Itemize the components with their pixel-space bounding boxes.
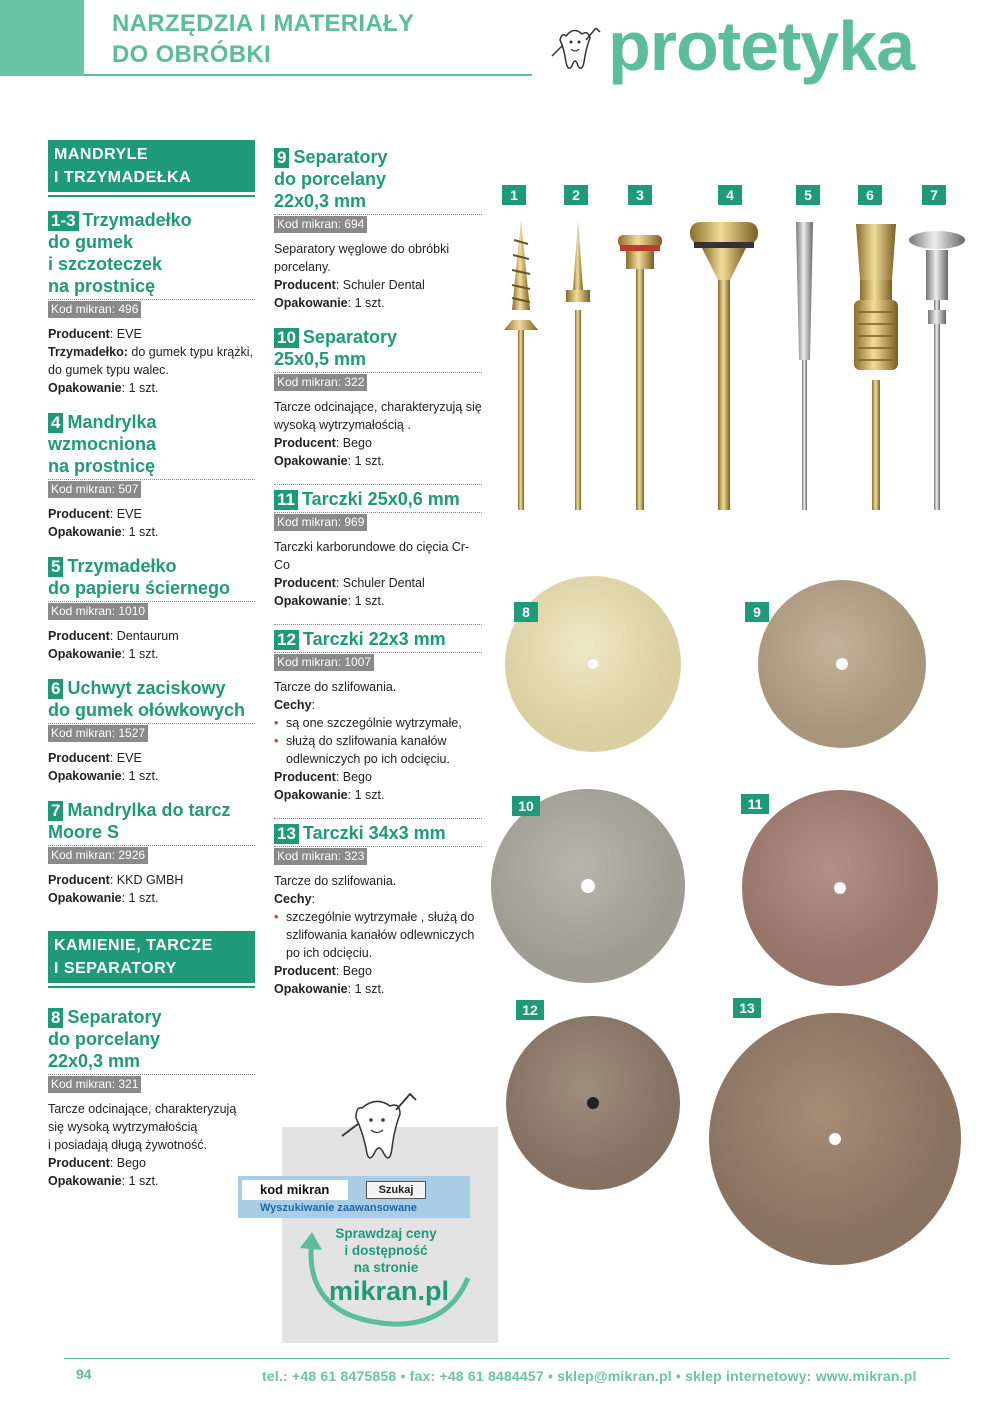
- figure-label-3: 3: [628, 185, 652, 205]
- product-5: 5 Trzymadełko do papieru ściernego Kod mikran: 1010 Producent: Dentaurum Opakowanie: 1 szt.: [48, 555, 255, 663]
- middle-column: [274, 146, 482, 998]
- figure-label-10: 10: [512, 796, 540, 816]
- search-widget: [238, 1176, 470, 1218]
- product-4: 4 Mandrylka wzmocniona na prostnicę Kod mikran: 507 Producent: EVE Opakowanie: 1 szt.: [48, 411, 255, 541]
- search-input[interactable]: kod mikran: [242, 1180, 348, 1200]
- figure-label-1: 1: [502, 185, 526, 205]
- figure-label-2: 2: [564, 185, 588, 205]
- product-6: 6 Uchwyt zaciskowy do gumek ołówkowych Kod mikran: 1527 Producent: EVE Opakowanie: 1 szt.: [48, 677, 255, 785]
- brand-name: protetyka: [608, 7, 915, 85]
- figure-label-7: 7: [922, 185, 946, 205]
- mandrel-2: [566, 220, 590, 510]
- page-number: 94: [76, 1366, 92, 1382]
- mandrel-3: [618, 235, 662, 510]
- product-10: 10 Separatory 25x0,5 mm Kod mikran: 322 Tarcze odcinające, charakteryzują się wysoką wytrzymałością . Producent: Bego Opakowanie: 1 szt.: [274, 327, 482, 468]
- figure-label-11: 11: [741, 794, 769, 814]
- product-11: 11 Tarczki 25x0,6 mm Kod mikran: 969 Tarczki karborundowe do cięcia Cr-Co Producent: Schuler Dental Opakowanie: 1 szt.: [274, 484, 482, 610]
- footer-rule: [64, 1358, 950, 1359]
- tooth-mascot-promo-icon: [342, 1094, 416, 1158]
- section-mandryle: MANDRYLE I TRZYMADEŁKA: [48, 140, 255, 195]
- product-12: 12 Tarczki 22x3 mm Kod mikran: 1007 Tarcze do szlifowania. Cechy: • są one szczególnie wytrzymałe, • służą do szlifowania kanałów odlewniczych po ich odcięciu. Producent: Bego Opakowanie: 1 szt.: [274, 624, 482, 804]
- search-button[interactable]: Szukaj: [366, 1181, 426, 1199]
- disc-11: [742, 790, 938, 986]
- figure-label-4: 4: [718, 185, 742, 205]
- mandrels-photo: [490, 180, 970, 520]
- header-rule: [84, 74, 532, 76]
- figure-label-12: 12: [516, 1000, 544, 1020]
- disc-13: [709, 1013, 961, 1265]
- mandrel-6: [854, 224, 898, 510]
- disc-9: [758, 580, 926, 748]
- page-title: NARZĘDZIA I MATERIAŁY DO OBRÓBKI: [112, 10, 415, 68]
- disc-10: [491, 789, 685, 983]
- mandrel-4: [690, 222, 758, 510]
- figure-label-13: 13: [733, 998, 761, 1018]
- figure-label-6: 6: [858, 185, 882, 205]
- product-7: 7 Mandrylka do tarcz Moore S Kod mikran: 2926 Producent: KKD GMBH Opakowanie: 1 szt.: [48, 799, 255, 907]
- header-band: [0, 0, 84, 76]
- product-13: 13 Tarczki 34x3 mm Kod mikran: 323 Tarcze do szlifowania. Cechy: • szczególnie wytrzymałe , służą do szlifowania kanałów odlewniczych po ich odcięciu. Producent: Bego Opakowanie: 1 szt.: [274, 818, 482, 998]
- promo-text: Sprawdzaj ceny i dostępność na stronie: [335, 1226, 437, 1275]
- product-8: 8 Separatory do porcelany 22x0,3 mm Kod mikran: 321 Tarcze odcinające, charakteryzują się wysoką wytrzymałością i posiadają długą żywotność. Producent: Bego Opakowanie: 1 szt.: [48, 1006, 255, 1190]
- figure-label-9: 9: [745, 602, 769, 622]
- tooth-mascot-icon: [546, 22, 604, 80]
- promo-site-link[interactable]: mikran.pl: [328, 1276, 450, 1306]
- mandrel-5: [796, 222, 813, 510]
- section-kamienie: KAMIENIE, TARCZE I SEPARATORY: [48, 931, 255, 986]
- footer-contact: tel.: +48 61 8475858 • fax: +48 61 8484457 • sklep@mikran.pl • sklep internetowy: www.mikran.pl: [262, 1368, 917, 1384]
- product-9: 9 Separatory do porcelany 22x0,3 mm Kod mikran: 694 Separatory węglowe do obróbki porcelany. Producent: Schuler Dental Opakowanie: 1 szt.: [274, 146, 482, 312]
- left-column: [48, 140, 255, 1190]
- discs-photo: [490, 570, 970, 1280]
- figure-label-8: 8: [514, 602, 538, 622]
- advanced-search-link[interactable]: Wyszukiwanie zaawansowane: [260, 1202, 417, 1214]
- mandrel-1: [504, 220, 538, 510]
- figure-label-5: 5: [796, 185, 820, 205]
- mandrel-7: [909, 231, 965, 510]
- disc-12: [506, 1016, 680, 1190]
- product-1-3: 1-3 Trzymadełko do gumek i szczoteczek na prostnicę Kod mikran: 496 Producent: EVE Trzymadełko: do gumek typu krążki, do gumek typu walec. Opakowanie: 1 szt.: [48, 209, 255, 397]
